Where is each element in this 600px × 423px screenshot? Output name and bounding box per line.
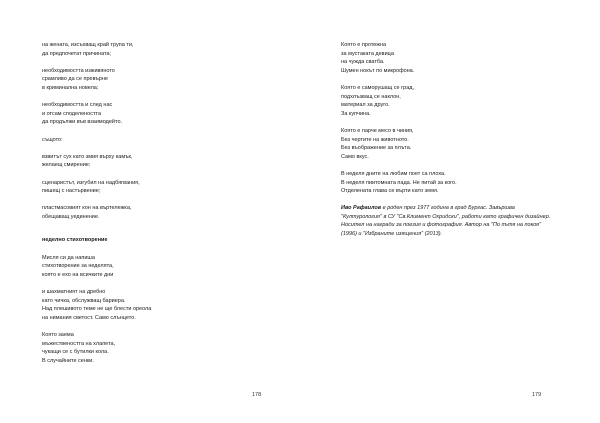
stanza [42, 288, 262, 322]
poem-line: подхлъзващ се наклон, [341, 93, 401, 100]
stanza [341, 127, 556, 161]
poem-line: да продължи във взаимодейто. [42, 119, 123, 126]
poem-line: за мустаката девица [341, 50, 394, 57]
poem-line: необходимостта изживяното [42, 67, 115, 74]
page-number: 179 [532, 392, 542, 398]
poem-line: в криминална новела; [42, 84, 99, 91]
stanza [341, 41, 556, 75]
left-page-text [42, 41, 262, 374]
poem-line: Която е саморушащ се град, [341, 84, 414, 91]
poem-line: желаещ смирение; [42, 162, 91, 169]
poem-line: Която заема [42, 332, 74, 338]
poem-line: на нимания светост. Само слънцето. [42, 314, 136, 321]
author-bio-awards: Носител на награди за поезия и фотография. Автор на "По пътя на покоя" (1996) и "Избраните изящения" (2013). [341, 222, 542, 238]
poem-line: мъжествеността на хлапета, [42, 340, 116, 347]
stanza [42, 254, 262, 280]
author-name: Иво Рафаилов [341, 205, 382, 212]
poem-line: Само вкус. [341, 153, 369, 160]
poem-line: да предпочетат причината; [42, 50, 112, 57]
poem-line: пластмасовият кон на въртележка, [42, 205, 132, 212]
right-page [300, 0, 600, 423]
poem-line: на жената, изсъхващ край трупа ти, [42, 42, 134, 48]
poem-line: и шахматният на дребно [42, 289, 106, 296]
stanza [42, 41, 262, 58]
poem-line: Шумен нокът по микрофона. [341, 67, 415, 74]
stanza [42, 67, 262, 93]
author-bio [341, 204, 556, 238]
author-bio-text: е роден през 1977 година в град Бургас. Завършва "Културология" в СУ "Св.Климент Охридски", работи като графичен дизайнер. [341, 205, 551, 220]
poem-line: Мисля си да напиша [42, 254, 95, 261]
stanza [42, 204, 262, 221]
stanza [341, 84, 556, 118]
poem-line: Без въображение за плъта. [341, 145, 412, 152]
poem-line: сценаристът, изгубил на надбягвания, [42, 179, 140, 186]
poem-line: обещаващ уединение. [42, 213, 100, 220]
poem-line: на чужда сватба. [341, 59, 385, 66]
poem-line: взвитът сух като змия върху камък, [42, 153, 133, 160]
right-page-text [341, 41, 556, 239]
poem-line: срамливо да се превърне [42, 76, 108, 83]
poem-line: В случайните сенки. [42, 357, 94, 364]
poem-line: Която е протежна [341, 42, 387, 48]
stanza [42, 153, 262, 170]
page-number: 178 [252, 392, 262, 398]
poem-line: която е ехо на всичките дни [42, 271, 114, 278]
poem-line: стихотворение за неделята, [42, 263, 114, 270]
stanza [341, 170, 556, 196]
poem-line: същото: [42, 136, 63, 143]
author-bio-paragraph [341, 204, 556, 221]
stanza [42, 101, 262, 127]
poem-line: В неделя пиитомната пада. Не питай за кого. [341, 179, 457, 186]
poem-line: В неделя дните на любим поет са плоха. [341, 170, 446, 177]
poem-line: необходимостта и след нас [42, 102, 113, 109]
poem-title: неделно стихотворение [42, 237, 108, 244]
stanza [42, 331, 262, 365]
poem-line: Отделената глава се върти като земя. [341, 188, 439, 195]
poem-line: материал за друго. [341, 102, 390, 109]
poem-line: Без чертите на животното. [341, 136, 409, 143]
poem-line: Която е парче месо в чиния, [341, 127, 414, 134]
stanza [42, 136, 262, 145]
poem-line: като чичка, обслужващ бариера. [42, 297, 126, 304]
poem-line: чукащи се с бутилки кола. [42, 349, 109, 356]
poem-line: и отсам споделеността [42, 110, 102, 117]
poem-line: За купчина. [341, 110, 371, 117]
poem-line: Над плешивото теме не ще блести ореола [42, 306, 152, 313]
stanza [42, 179, 262, 196]
poem-line: пишещ с настървение; [42, 188, 101, 195]
